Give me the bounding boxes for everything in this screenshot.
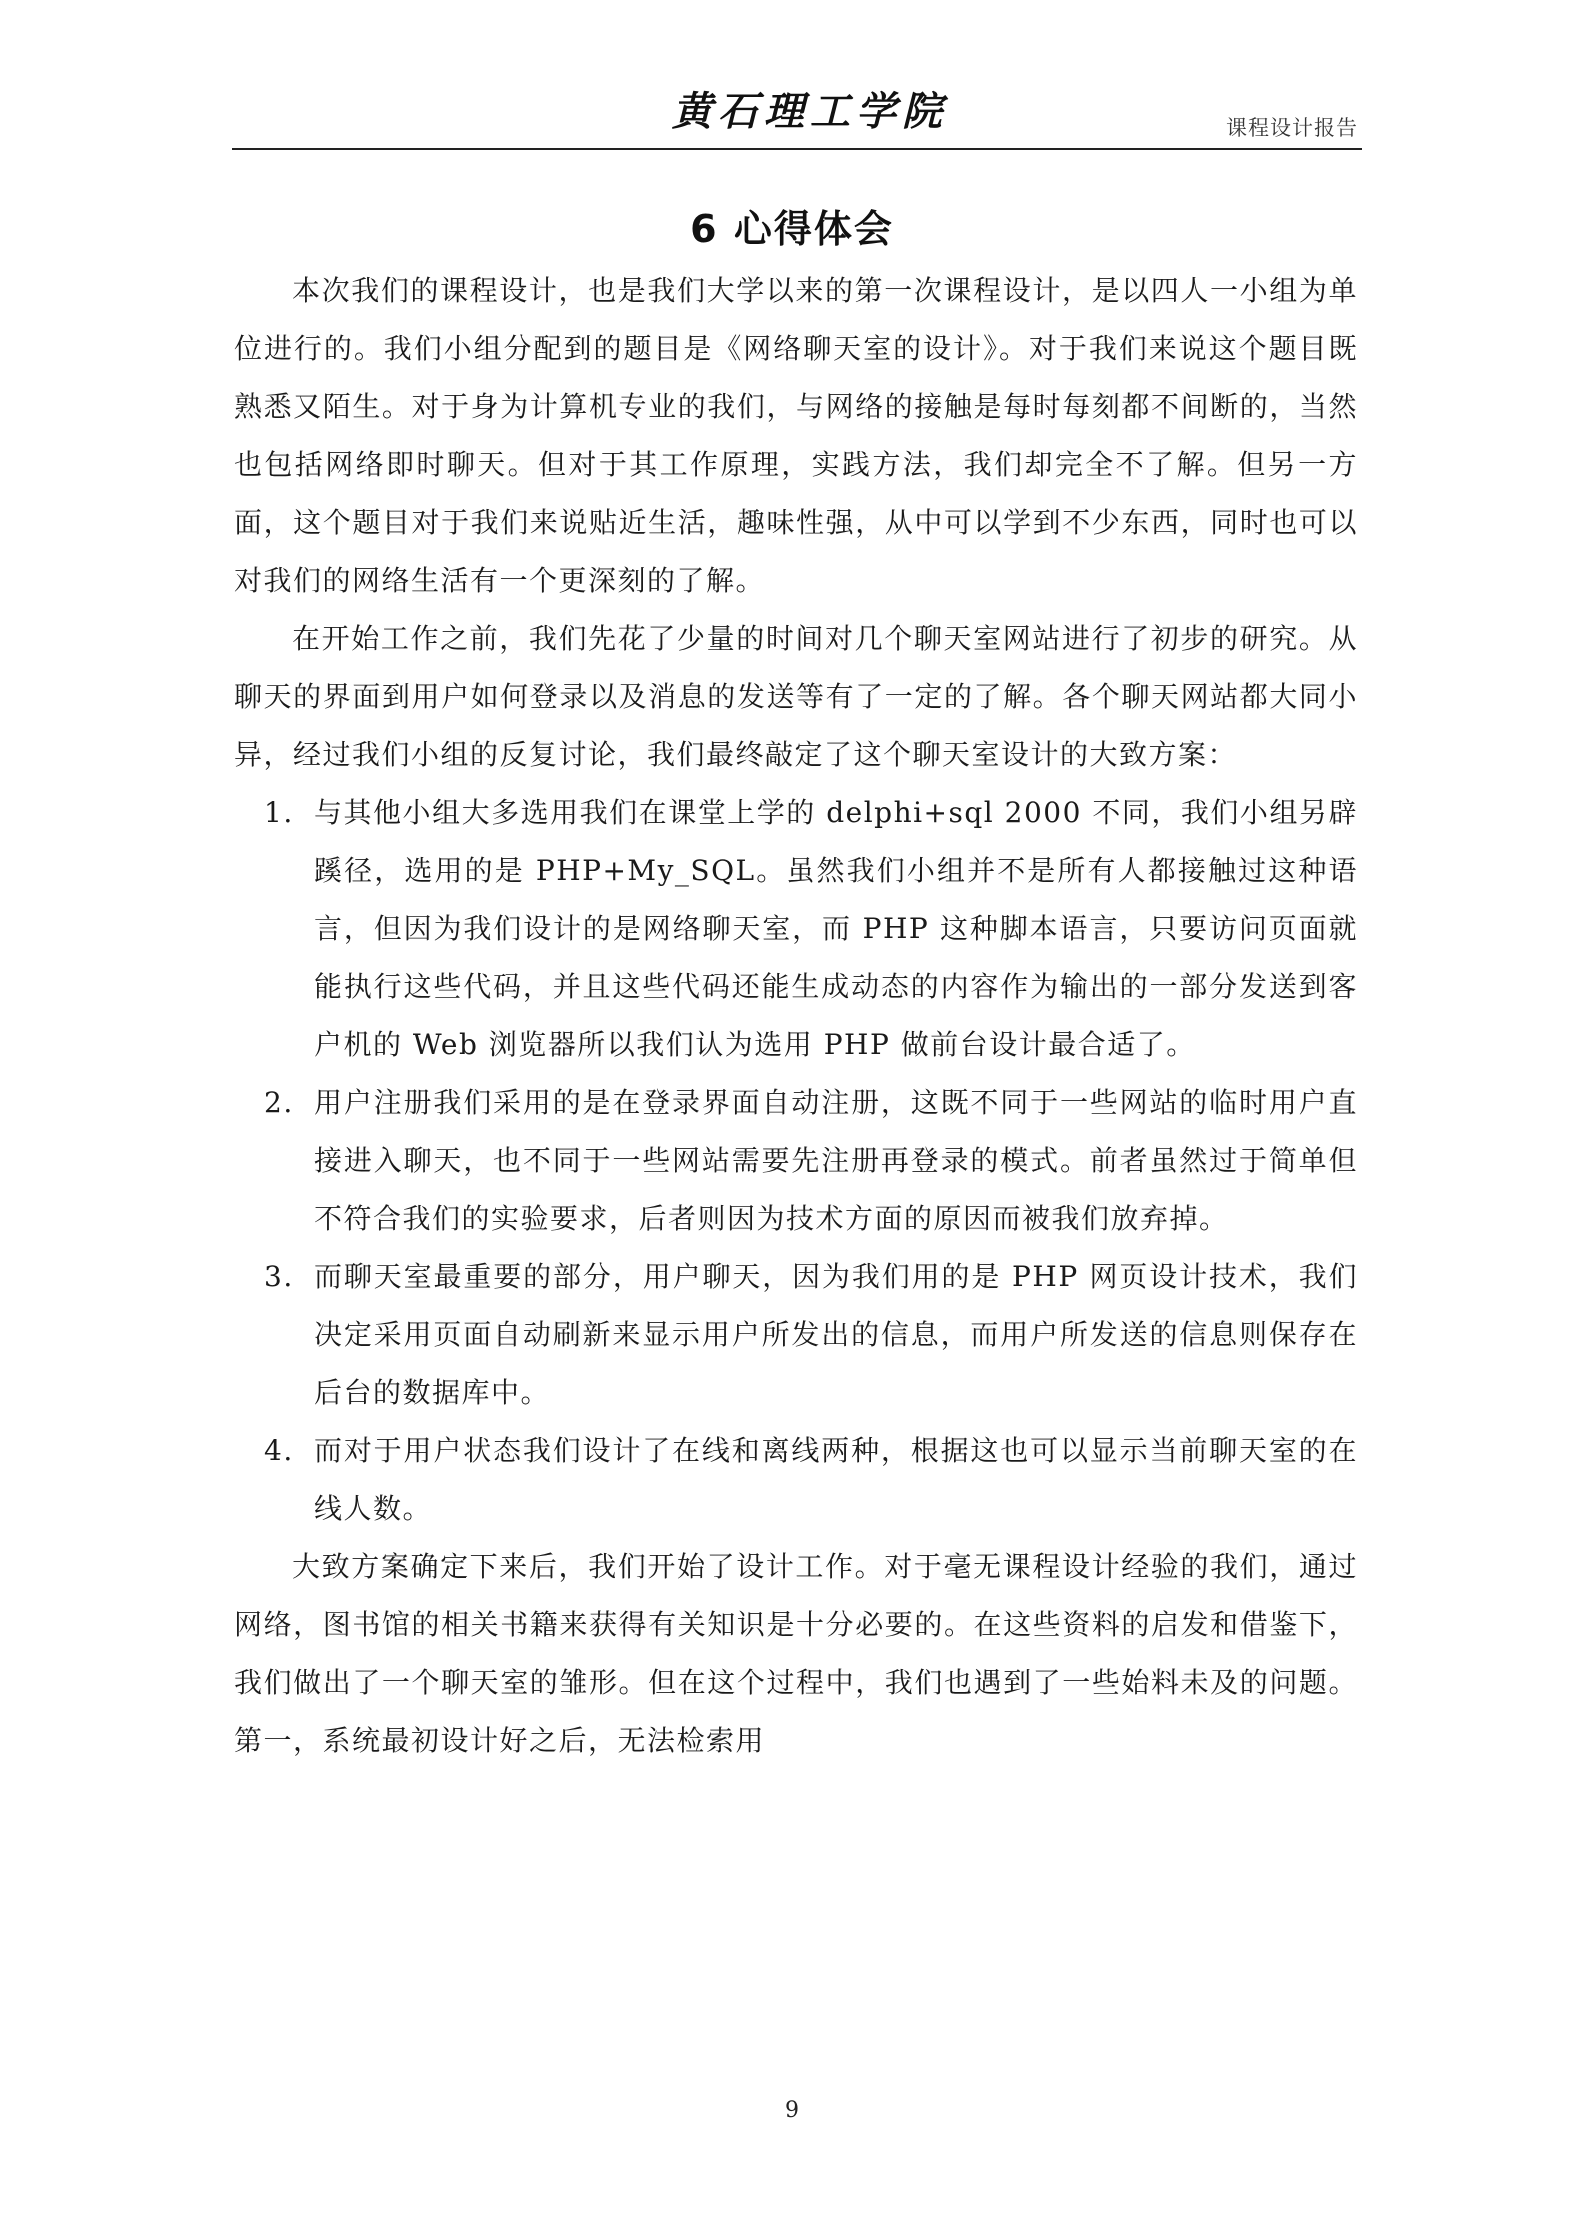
paragraph: 本次我们的课程设计，也是我们大学以来的第一次课程设计，是以四人一小组为单位进行的。我们小组分配到的题目是《网络聊天室的设计》。对于我们来说这个题目既熟悉又陌生。对于身为计算机专业的我们，与网络的接触是每时每刻都不间断的，当然也包括网络即时聊天。但对于其工作原理，实践方法，我们却完全不了解。但另一方面，这个题目对于我们来说贴近生活，趣味性强，从中可以学到不少东西，同时也可以对我们的网络生活有一个更深刻的了解。 bbox=[234, 274, 1358, 597]
list-item-text: 而聊天室最重要的部分，用户聊天，因为我们用的是 PHP 网页设计技术，我们决定采用页面自动刷新来显示用户所发出的信息，而用户所发送的信息则保存在后台的数据库中。 bbox=[314, 1260, 1358, 1409]
document-type: 课程设计报告 bbox=[1226, 116, 1358, 140]
list-item bbox=[234, 1074, 1358, 1248]
list-item-text: 与其他小组大多选用我们在课堂上学的 delphi+sql 2000 不同，我们小组另辟蹊径，选用的是 PHP+My_SQL。虽然我们小组并不是所有人都接触过这种语言，但因为我们设计的是网络聊天室，而 PHP 这种脚本语言，只要访问页面就能执行这些代码，并且这些代码还能生成动态的内容作为输出的一部分发送到客户机的 Web 浏览器所以我们认为选用 PHP 做前台设计最合适了。 bbox=[314, 796, 1358, 1061]
list-item-text: 用户注册我们采用的是在登录界面自动注册，这既不同于一些网站的临时用户直接进入聊天，也不同于一些网站需要先注册再登录的模式。前者虽然过于简单但不符合我们的实验要求，后者则因为技术方面的原因而被我们放弃掉。 bbox=[314, 1086, 1358, 1235]
paragraph: 在开始工作之前，我们先花了少量的时间对几个聊天室网站进行了初步的研究。从聊天的界面到用户如何登录以及消息的发送等有了一定的了解。各个聊天网站都大同小异，经过我们小组的反复讨论，我们最终敲定了这个聊天室设计的大致方案： bbox=[234, 622, 1358, 771]
list-number: 3. bbox=[264, 1260, 294, 1293]
body-text bbox=[234, 262, 1358, 1770]
page-number: 9 bbox=[785, 2098, 799, 2123]
list-number: 1. bbox=[264, 796, 294, 829]
list-number: 4. bbox=[264, 1434, 294, 1467]
list-number: 2. bbox=[264, 1086, 294, 1119]
paragraph: 大致方案确定下来后，我们开始了设计工作。对于毫无课程设计经验的我们，通过网络，图书馆的相关书籍来获得有关知识是十分必要的。在这些资料的启发和借鉴下，我们做出了一个聊天室的雏形。但在这个过程中，我们也遇到了一些始料未及的问题。第一，系统最初设计好之后，无法检索用 bbox=[234, 1550, 1358, 1757]
list-item bbox=[234, 784, 1358, 1074]
plan-list bbox=[234, 784, 1358, 1538]
list-item-text: 而对于用户状态我们设计了在线和离线两种，根据这也可以显示当前聊天室的在线人数。 bbox=[314, 1434, 1358, 1525]
list-item bbox=[234, 1422, 1358, 1538]
school-name: 黄石理工学院 bbox=[672, 88, 948, 135]
list-item bbox=[234, 1248, 1358, 1422]
section-title: 6 心得体会 bbox=[690, 207, 894, 251]
page-header bbox=[232, 70, 1362, 150]
